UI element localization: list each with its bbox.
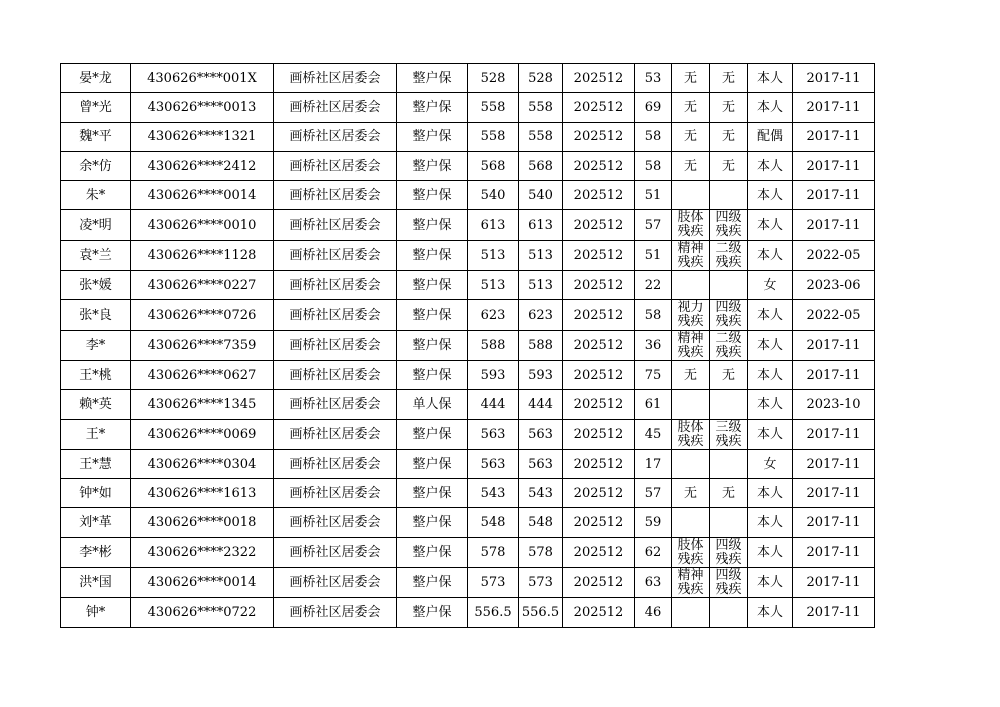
- relation-cell: 本人: [748, 390, 793, 419]
- community-cell: 画桥社区居委会: [274, 271, 397, 300]
- name-cell: 朱*: [61, 181, 131, 210]
- relation-cell: 本人: [748, 151, 793, 180]
- age-cell: 59: [635, 508, 672, 537]
- table-row: [61, 240, 875, 270]
- total-cell: 593: [519, 360, 563, 389]
- start-date-cell: 2017-11: [793, 419, 875, 449]
- type-cell: 整户保: [397, 598, 468, 627]
- start-date-cell: 2017-11: [793, 330, 875, 360]
- total-cell: 513: [519, 271, 563, 300]
- start-date-cell: 2017-11: [793, 360, 875, 389]
- community-cell: 画桥社区居委会: [274, 181, 397, 210]
- relation-cell: 本人: [748, 64, 793, 93]
- table-row: [61, 330, 875, 360]
- id-number-cell: 430626****0726: [131, 300, 274, 330]
- relation-cell: 本人: [748, 93, 793, 122]
- amount-cell: 540: [468, 181, 519, 210]
- disability-type-cell: 肢体残疾: [672, 537, 710, 567]
- amount-cell: 558: [468, 122, 519, 151]
- type-cell: 整户保: [397, 122, 468, 151]
- relation-cell: 本人: [748, 360, 793, 389]
- assistance-roster-table: [60, 63, 875, 628]
- table-row: [61, 93, 875, 122]
- total-cell: 623: [519, 300, 563, 330]
- type-cell: 整户保: [397, 151, 468, 180]
- table-row: [61, 479, 875, 508]
- community-cell: 画桥社区居委会: [274, 568, 397, 598]
- period-cell: 202512: [563, 240, 635, 270]
- table-row: [61, 271, 875, 300]
- table-row: [61, 300, 875, 330]
- total-cell: 563: [519, 419, 563, 449]
- period-cell: 202512: [563, 390, 635, 419]
- amount-cell: 543: [468, 479, 519, 508]
- amount-cell: 513: [468, 271, 519, 300]
- id-number-cell: 430626****1345: [131, 390, 274, 419]
- type-cell: 整户保: [397, 300, 468, 330]
- name-cell: 王*: [61, 419, 131, 449]
- total-cell: 558: [519, 93, 563, 122]
- start-date-cell: 2017-11: [793, 181, 875, 210]
- table-row: [61, 390, 875, 419]
- name-cell: 袁*兰: [61, 240, 131, 270]
- type-cell: 整户保: [397, 181, 468, 210]
- name-cell: 李*: [61, 330, 131, 360]
- relation-cell: 本人: [748, 240, 793, 270]
- start-date-cell: 2017-11: [793, 449, 875, 478]
- disability-level-cell: 三级残疾: [710, 419, 748, 449]
- period-cell: 202512: [563, 210, 635, 240]
- relation-cell: 本人: [748, 181, 793, 210]
- age-cell: 75: [635, 360, 672, 389]
- table-row: [61, 419, 875, 449]
- start-date-cell: 2017-11: [793, 537, 875, 567]
- name-cell: 魏*平: [61, 122, 131, 151]
- disability-level-cell: [710, 271, 748, 300]
- id-number-cell: 430626****0227: [131, 271, 274, 300]
- id-number-cell: 430626****7359: [131, 330, 274, 360]
- community-cell: 画桥社区居委会: [274, 360, 397, 389]
- id-number-cell: 430626****0014: [131, 568, 274, 598]
- disability-type-cell: [672, 271, 710, 300]
- community-cell: 画桥社区居委会: [274, 210, 397, 240]
- id-number-cell: 430626****1613: [131, 479, 274, 508]
- period-cell: 202512: [563, 419, 635, 449]
- amount-cell: 578: [468, 537, 519, 567]
- disability-level-cell: [710, 390, 748, 419]
- amount-cell: 563: [468, 419, 519, 449]
- amount-cell: 528: [468, 64, 519, 93]
- name-cell: 张*良: [61, 300, 131, 330]
- type-cell: 整户保: [397, 508, 468, 537]
- disability-type-cell: [672, 390, 710, 419]
- period-cell: 202512: [563, 330, 635, 360]
- id-number-cell: 430626****0013: [131, 93, 274, 122]
- age-cell: 58: [635, 151, 672, 180]
- relation-cell: 本人: [748, 537, 793, 567]
- community-cell: 画桥社区居委会: [274, 122, 397, 151]
- name-cell: 赖*英: [61, 390, 131, 419]
- start-date-cell: 2017-11: [793, 598, 875, 627]
- start-date-cell: 2023-10: [793, 390, 875, 419]
- relation-cell: 本人: [748, 210, 793, 240]
- table-row: [61, 508, 875, 537]
- disability-level-cell: 四级残疾: [710, 537, 748, 567]
- disability-level-cell: 无: [710, 122, 748, 151]
- community-cell: 画桥社区居委会: [274, 64, 397, 93]
- start-date-cell: 2023-06: [793, 271, 875, 300]
- disability-level-cell: 四级残疾: [710, 210, 748, 240]
- relation-cell: 本人: [748, 598, 793, 627]
- age-cell: 51: [635, 181, 672, 210]
- start-date-cell: 2017-11: [793, 210, 875, 240]
- age-cell: 17: [635, 449, 672, 478]
- amount-cell: 568: [468, 151, 519, 180]
- relation-cell: 本人: [748, 568, 793, 598]
- total-cell: 528: [519, 64, 563, 93]
- community-cell: 画桥社区居委会: [274, 330, 397, 360]
- total-cell: 588: [519, 330, 563, 360]
- total-cell: 578: [519, 537, 563, 567]
- amount-cell: 623: [468, 300, 519, 330]
- disability-level-cell: 无: [710, 93, 748, 122]
- total-cell: 556.5: [519, 598, 563, 627]
- community-cell: 画桥社区居委会: [274, 240, 397, 270]
- relation-cell: 本人: [748, 419, 793, 449]
- type-cell: 整户保: [397, 479, 468, 508]
- total-cell: 563: [519, 449, 563, 478]
- amount-cell: 558: [468, 93, 519, 122]
- disability-level-cell: 无: [710, 360, 748, 389]
- type-cell: 整户保: [397, 330, 468, 360]
- total-cell: 613: [519, 210, 563, 240]
- disability-type-cell: 精神残疾: [672, 330, 710, 360]
- period-cell: 202512: [563, 300, 635, 330]
- community-cell: 画桥社区居委会: [274, 449, 397, 478]
- community-cell: 画桥社区居委会: [274, 300, 397, 330]
- table-row: [61, 537, 875, 567]
- total-cell: 513: [519, 240, 563, 270]
- disability-type-cell: [672, 508, 710, 537]
- type-cell: 单人保: [397, 390, 468, 419]
- amount-cell: 548: [468, 508, 519, 537]
- amount-cell: 593: [468, 360, 519, 389]
- start-date-cell: 2017-11: [793, 151, 875, 180]
- total-cell: 444: [519, 390, 563, 419]
- community-cell: 画桥社区居委会: [274, 508, 397, 537]
- table-row: [61, 181, 875, 210]
- age-cell: 61: [635, 390, 672, 419]
- disability-type-cell: 无: [672, 64, 710, 93]
- type-cell: 整户保: [397, 568, 468, 598]
- community-cell: 画桥社区居委会: [274, 479, 397, 508]
- name-cell: 王*慧: [61, 449, 131, 478]
- age-cell: 45: [635, 419, 672, 449]
- id-number-cell: 430626****0304: [131, 449, 274, 478]
- total-cell: 573: [519, 568, 563, 598]
- age-cell: 53: [635, 64, 672, 93]
- id-number-cell: 430626****0722: [131, 598, 274, 627]
- type-cell: 整户保: [397, 537, 468, 567]
- name-cell: 凌*明: [61, 210, 131, 240]
- name-cell: 王*桃: [61, 360, 131, 389]
- name-cell: 晏*龙: [61, 64, 131, 93]
- period-cell: 202512: [563, 360, 635, 389]
- disability-level-cell: 二级残疾: [710, 330, 748, 360]
- roster-body: [61, 64, 875, 628]
- age-cell: 51: [635, 240, 672, 270]
- disability-level-cell: 无: [710, 64, 748, 93]
- age-cell: 57: [635, 210, 672, 240]
- period-cell: 202512: [563, 151, 635, 180]
- period-cell: 202512: [563, 479, 635, 508]
- id-number-cell: 430626****2322: [131, 537, 274, 567]
- age-cell: 57: [635, 479, 672, 508]
- amount-cell: 556.5: [468, 598, 519, 627]
- type-cell: 整户保: [397, 271, 468, 300]
- total-cell: 568: [519, 151, 563, 180]
- start-date-cell: 2022-05: [793, 300, 875, 330]
- type-cell: 整户保: [397, 240, 468, 270]
- table-row: [61, 449, 875, 478]
- period-cell: 202512: [563, 93, 635, 122]
- name-cell: 钟*: [61, 598, 131, 627]
- name-cell: 李*彬: [61, 537, 131, 567]
- community-cell: 画桥社区居委会: [274, 419, 397, 449]
- disability-type-cell: 肢体残疾: [672, 419, 710, 449]
- age-cell: 58: [635, 122, 672, 151]
- period-cell: 202512: [563, 271, 635, 300]
- type-cell: 整户保: [397, 449, 468, 478]
- start-date-cell: 2017-11: [793, 122, 875, 151]
- disability-level-cell: [710, 181, 748, 210]
- amount-cell: 563: [468, 449, 519, 478]
- id-number-cell: 430626****1128: [131, 240, 274, 270]
- period-cell: 202512: [563, 598, 635, 627]
- type-cell: 整户保: [397, 93, 468, 122]
- id-number-cell: 430626****0010: [131, 210, 274, 240]
- disability-type-cell: 无: [672, 360, 710, 389]
- name-cell: 钟*如: [61, 479, 131, 508]
- disability-level-cell: 无: [710, 479, 748, 508]
- disability-type-cell: 无: [672, 151, 710, 180]
- amount-cell: 513: [468, 240, 519, 270]
- age-cell: 22: [635, 271, 672, 300]
- start-date-cell: 2017-11: [793, 568, 875, 598]
- disability-level-cell: 二级残疾: [710, 240, 748, 270]
- id-number-cell: 430626****2412: [131, 151, 274, 180]
- disability-type-cell: 无: [672, 122, 710, 151]
- type-cell: 整户保: [397, 64, 468, 93]
- table-row: [61, 360, 875, 389]
- age-cell: 58: [635, 300, 672, 330]
- disability-level-cell: 无: [710, 151, 748, 180]
- table-row: [61, 568, 875, 598]
- period-cell: 202512: [563, 449, 635, 478]
- amount-cell: 573: [468, 568, 519, 598]
- disability-level-cell: 四级残疾: [710, 568, 748, 598]
- disability-level-cell: 四级残疾: [710, 300, 748, 330]
- id-number-cell: 430626****1321: [131, 122, 274, 151]
- start-date-cell: 2017-11: [793, 479, 875, 508]
- relation-cell: 本人: [748, 330, 793, 360]
- start-date-cell: 2017-11: [793, 64, 875, 93]
- name-cell: 刘*革: [61, 508, 131, 537]
- disability-level-cell: [710, 598, 748, 627]
- relation-cell: 本人: [748, 300, 793, 330]
- disability-type-cell: 无: [672, 479, 710, 508]
- amount-cell: 588: [468, 330, 519, 360]
- type-cell: 整户保: [397, 360, 468, 389]
- period-cell: 202512: [563, 181, 635, 210]
- total-cell: 558: [519, 122, 563, 151]
- community-cell: 画桥社区居委会: [274, 93, 397, 122]
- disability-type-cell: 无: [672, 93, 710, 122]
- start-date-cell: 2022-05: [793, 240, 875, 270]
- amount-cell: 613: [468, 210, 519, 240]
- name-cell: 洪*国: [61, 568, 131, 598]
- name-cell: 余*仿: [61, 151, 131, 180]
- start-date-cell: 2017-11: [793, 93, 875, 122]
- table-row: [61, 210, 875, 240]
- total-cell: 540: [519, 181, 563, 210]
- disability-type-cell: [672, 449, 710, 478]
- relation-cell: 配偶: [748, 122, 793, 151]
- community-cell: 画桥社区居委会: [274, 390, 397, 419]
- table-row: [61, 151, 875, 180]
- disability-level-cell: [710, 449, 748, 478]
- table-row: [61, 64, 875, 93]
- disability-type-cell: 视力残疾: [672, 300, 710, 330]
- period-cell: 202512: [563, 568, 635, 598]
- age-cell: 69: [635, 93, 672, 122]
- type-cell: 整户保: [397, 419, 468, 449]
- age-cell: 63: [635, 568, 672, 598]
- age-cell: 36: [635, 330, 672, 360]
- relation-cell: 本人: [748, 508, 793, 537]
- community-cell: 画桥社区居委会: [274, 598, 397, 627]
- table-row: [61, 122, 875, 151]
- id-number-cell: 430626****0069: [131, 419, 274, 449]
- disability-level-cell: [710, 508, 748, 537]
- id-number-cell: 430626****0627: [131, 360, 274, 389]
- total-cell: 543: [519, 479, 563, 508]
- disability-type-cell: [672, 598, 710, 627]
- period-cell: 202512: [563, 537, 635, 567]
- period-cell: 202512: [563, 122, 635, 151]
- age-cell: 46: [635, 598, 672, 627]
- relation-cell: 女: [748, 449, 793, 478]
- community-cell: 画桥社区居委会: [274, 151, 397, 180]
- amount-cell: 444: [468, 390, 519, 419]
- type-cell: 整户保: [397, 210, 468, 240]
- id-number-cell: 430626****0014: [131, 181, 274, 210]
- id-number-cell: 430626****001X: [131, 64, 274, 93]
- table-row: [61, 598, 875, 627]
- age-cell: 62: [635, 537, 672, 567]
- community-cell: 画桥社区居委会: [274, 537, 397, 567]
- relation-cell: 本人: [748, 479, 793, 508]
- start-date-cell: 2017-11: [793, 508, 875, 537]
- name-cell: 曾*光: [61, 93, 131, 122]
- disability-type-cell: 肢体残疾: [672, 210, 710, 240]
- disability-type-cell: 精神残疾: [672, 240, 710, 270]
- total-cell: 548: [519, 508, 563, 537]
- period-cell: 202512: [563, 64, 635, 93]
- disability-type-cell: 精神残疾: [672, 568, 710, 598]
- period-cell: 202512: [563, 508, 635, 537]
- id-number-cell: 430626****0018: [131, 508, 274, 537]
- name-cell: 张*媛: [61, 271, 131, 300]
- relation-cell: 女: [748, 271, 793, 300]
- disability-type-cell: [672, 181, 710, 210]
